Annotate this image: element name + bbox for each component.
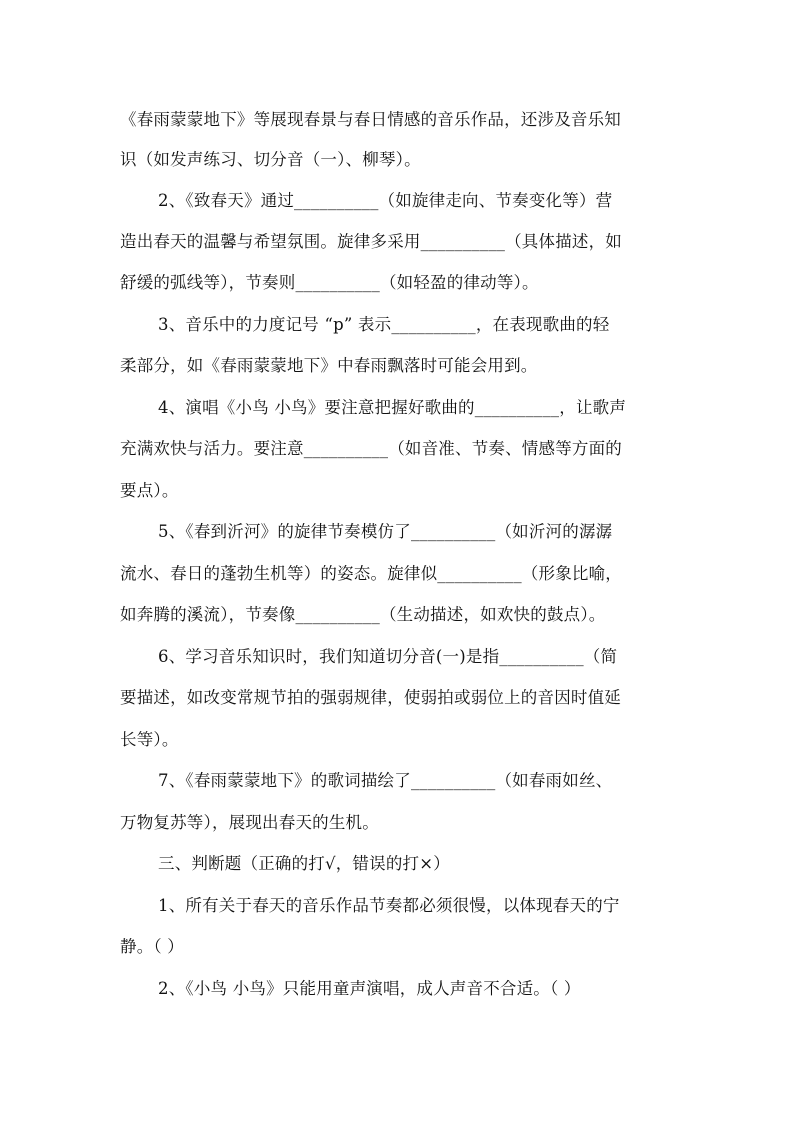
question-4-line: 充满欢快与活力。要注意__________（如音准、节奏、情感等方面的 (120, 439, 622, 458)
question-3-line: 3、音乐中的力度记号 “p” 表示__________，在表现歌曲的轻 (158, 315, 610, 334)
question-5-line: 流水、春日的蓬勃生机等）的姿态。旋律似__________（形象比喻， (120, 564, 622, 583)
judgment-1-line: 1、所有关于春天的音乐作品节奏都必须很慢，以体现春天的宁 (158, 896, 620, 915)
question-2-line: 2、《致春天》通过__________（如旋律走向、节奏变化等）营 (158, 191, 613, 210)
question-5-line: 5、《春到沂河》的旋律节奏模仿了__________（如沂河的潺潺 (158, 522, 613, 541)
judgment-1-line: 静。（ ） (120, 937, 184, 956)
judgment-2-line: 2、《小鸟 小鸟》只能用童声演唱，成人声音不合适。（ ） (158, 979, 581, 998)
question-4-line: 要点）。 (120, 481, 179, 500)
section-heading: 三、判断题（正确的打√，错误的打×） (158, 854, 450, 873)
question-3-line: 柔部分，如《春雨蒙蒙地下》中春雨飘落时可能会用到。 (120, 356, 538, 375)
question-4-line: 4、演唱《小鸟 小鸟》要注意把握好歌曲的__________，让歌声 (158, 398, 627, 417)
question-7-line: 7、《春雨蒙蒙地下》的歌词描绘了__________（如春雨如丝、 (158, 771, 613, 790)
question-6-line: 6、学习音乐知识时，我们知道切分音(一)是指__________（简 (158, 647, 618, 666)
question-2-line: 舒缓的弧线等），节奏则__________（如轻盈的律动等）。 (120, 273, 539, 292)
question-6-line: 要描述，如改变常规节拍的强弱规律，使弱拍或弱位上的音因时值延 (120, 688, 621, 707)
paragraph-line: 《春雨蒙蒙地下》等展现春景与春日情感的音乐作品，还涉及音乐知 (120, 110, 621, 129)
question-2-line: 造出春天的温馨与希望氛围。旋律多采用__________（具体描述，如 (120, 232, 622, 251)
paragraph-line: 识（如发声练习、切分音（一）、柳琴）。 (120, 150, 421, 169)
question-5-line: 如奔腾的溪流），节奏像__________（生动描述，如欢快的鼓点）。 (120, 605, 606, 624)
question-6-line: 长等）。 (120, 730, 179, 749)
question-7-line: 万物复苏等），展现出春天的生机。 (120, 813, 379, 832)
